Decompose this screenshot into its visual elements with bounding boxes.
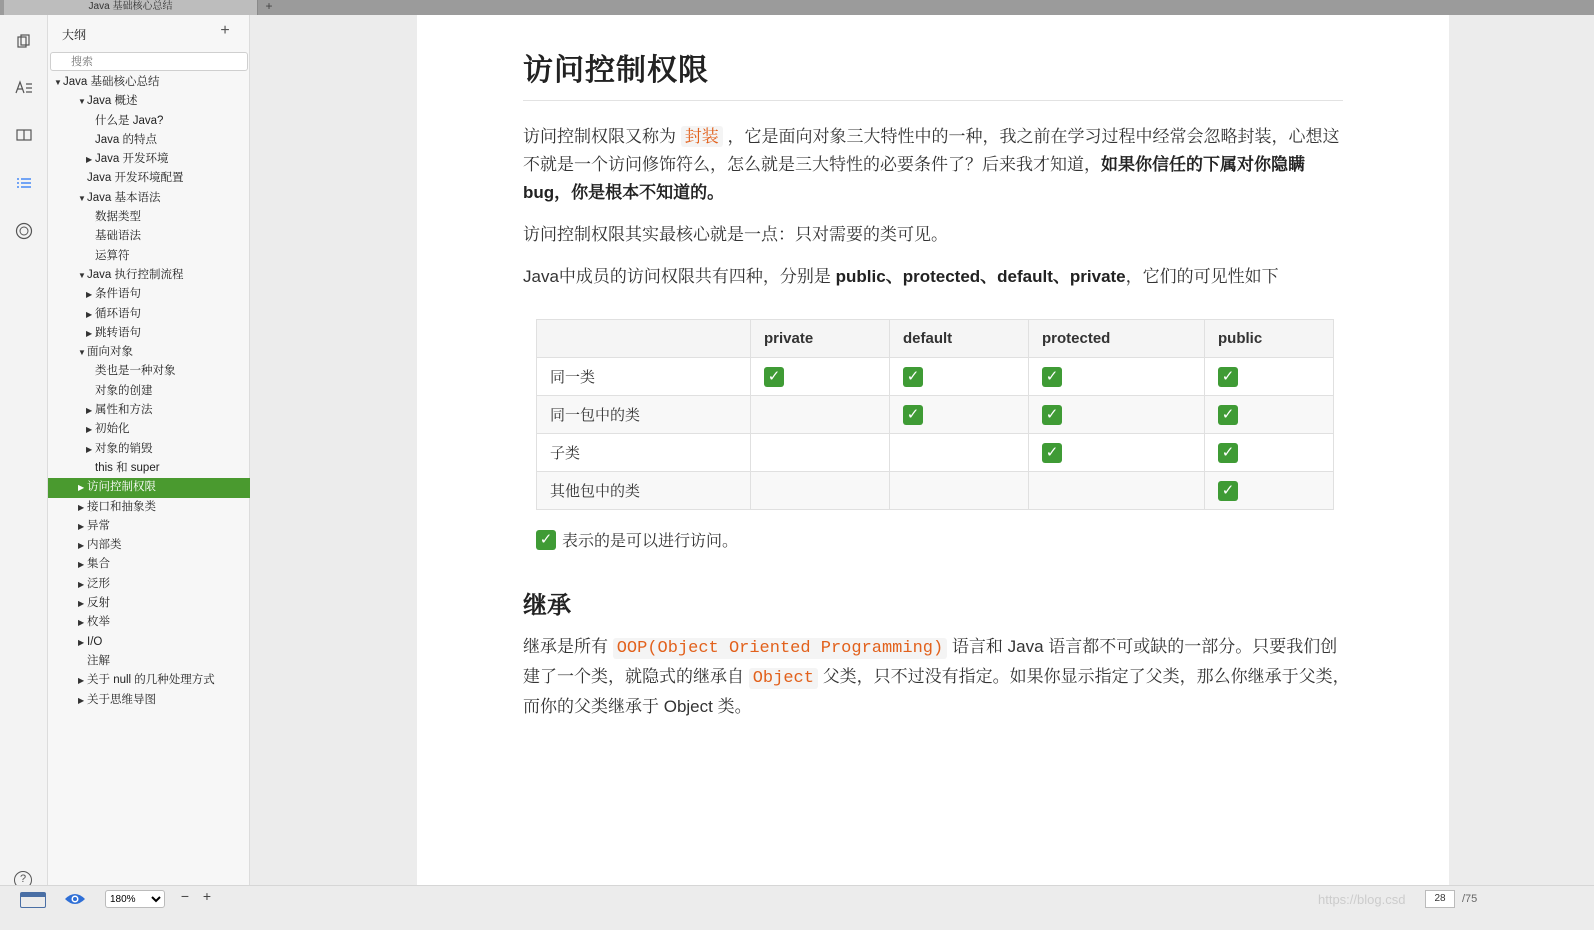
outline-item[interactable] bbox=[48, 691, 250, 710]
table-header-cell: protected bbox=[1029, 320, 1205, 358]
table-cell bbox=[1029, 472, 1205, 510]
files-icon[interactable] bbox=[12, 29, 36, 53]
outline-item[interactable] bbox=[48, 131, 250, 150]
outline-item[interactable] bbox=[48, 382, 250, 401]
outline-item-label: 枚举 bbox=[87, 616, 110, 629]
outline-item[interactable] bbox=[48, 285, 250, 304]
check-icon: ✓ bbox=[1042, 367, 1062, 387]
table-body bbox=[537, 358, 1334, 510]
check-icon: ✓ bbox=[1218, 405, 1238, 425]
collapse-arrow-icon[interactable]: ▶ bbox=[86, 444, 93, 454]
outline-header bbox=[48, 15, 249, 51]
outline-item[interactable] bbox=[48, 208, 250, 227]
outline-item-label: 属性和方法 bbox=[95, 404, 153, 417]
table-header-cell: private bbox=[751, 320, 890, 358]
expand-arrow-icon[interactable]: ▼ bbox=[78, 270, 86, 280]
outline-item-label: this 和 super bbox=[95, 461, 160, 474]
search-input[interactable] bbox=[50, 52, 248, 71]
code-object: Object bbox=[749, 668, 818, 689]
table-header-cell bbox=[537, 320, 751, 358]
outline-item[interactable] bbox=[48, 343, 250, 362]
table-cell bbox=[1205, 358, 1334, 396]
legend-text: 表示的是可以进行访问。 bbox=[562, 533, 739, 550]
collapse-arrow-icon[interactable]: ▶ bbox=[78, 599, 85, 609]
check-icon: ✓ bbox=[1218, 481, 1238, 501]
collapse-arrow-icon[interactable]: ▶ bbox=[86, 290, 93, 300]
page-number-input[interactable]: 28 bbox=[1425, 890, 1455, 908]
check-icon: ✓ bbox=[1042, 443, 1062, 463]
toggle-sidebar-icon[interactable] bbox=[20, 892, 46, 908]
code-oop: OOP(Object Oriented Programming) bbox=[613, 638, 947, 659]
table-cell bbox=[751, 472, 890, 510]
outline-item[interactable] bbox=[48, 324, 250, 343]
outline-item[interactable] bbox=[48, 73, 250, 92]
table-cell bbox=[1029, 434, 1205, 472]
outline-item[interactable] bbox=[48, 613, 250, 632]
outline-item-label: 循环语句 bbox=[95, 307, 141, 320]
outline-item[interactable] bbox=[48, 420, 250, 439]
check-icon: ✓ bbox=[1042, 405, 1062, 425]
outline-item[interactable] bbox=[48, 150, 250, 169]
zoom-in-button[interactable]: + bbox=[202, 888, 212, 904]
outline-item[interactable] bbox=[48, 362, 250, 381]
outline-item[interactable] bbox=[48, 440, 250, 459]
table-cell bbox=[890, 434, 1029, 472]
collapse-arrow-icon[interactable]: ▶ bbox=[78, 618, 85, 628]
table-cell bbox=[751, 358, 890, 396]
outline-item-label: 什么是 Java? bbox=[95, 114, 164, 127]
outline-item[interactable] bbox=[48, 498, 250, 517]
tab-bar bbox=[0, 0, 1594, 15]
outline-item-label: Java 概述 bbox=[87, 95, 138, 108]
outline-item[interactable] bbox=[48, 189, 250, 208]
table-row bbox=[537, 396, 1334, 434]
outline-item-label: 初始化 bbox=[95, 423, 130, 436]
outline-item-label: 异常 bbox=[87, 519, 110, 532]
outline-item-label: Java 开发环境配置 bbox=[87, 172, 184, 185]
outline-item[interactable] bbox=[48, 575, 250, 594]
outline-item-label: 反射 bbox=[87, 597, 110, 610]
outline-panel bbox=[48, 15, 250, 900]
inherit-text-c: 父类，只不过没有指定。如果你显示指定了父类，那么你继承于父类，而你的父类继承于 Object 类。 bbox=[523, 667, 1350, 716]
check-icon: ✓ bbox=[536, 530, 556, 550]
collapse-arrow-icon[interactable]: ▶ bbox=[78, 541, 85, 551]
outline-item-label: 跳转语句 bbox=[95, 326, 141, 339]
collapse-arrow-icon[interactable]: ▶ bbox=[78, 695, 85, 705]
intro-text-b: ，它是面向对象三大特性中的一种，我之前在学习过程中经常会忽略封装，心想这不就是一个访问修饰符么，怎么就是三大特性的必要条件了？后来我才知道， bbox=[523, 127, 1340, 174]
paragraph-intro bbox=[523, 123, 1353, 207]
collapse-arrow-icon[interactable]: ▶ bbox=[78, 637, 85, 647]
expand-arrow-icon[interactable]: ▼ bbox=[78, 193, 86, 203]
table-cell bbox=[1029, 358, 1205, 396]
status-bar bbox=[0, 885, 1594, 930]
outline-item-label: I/O bbox=[87, 635, 103, 648]
check-icon: ✓ bbox=[764, 367, 784, 387]
tab-document[interactable]: Java 基础核心总结 bbox=[4, 0, 258, 15]
outline-item[interactable] bbox=[48, 92, 250, 111]
outline-item-label: 注解 bbox=[87, 654, 110, 667]
collapse-arrow-icon[interactable]: ▶ bbox=[78, 483, 85, 493]
collapse-arrow-icon[interactable]: ▶ bbox=[78, 502, 85, 512]
paragraph-inheritance bbox=[523, 633, 1353, 721]
outline-item-label: 内部类 bbox=[87, 539, 122, 552]
check-icon: ✓ bbox=[1218, 443, 1238, 463]
outline-item[interactable] bbox=[48, 671, 250, 690]
outline-item-label: 运算符 bbox=[95, 249, 130, 262]
collapse-arrow-icon[interactable]: ▶ bbox=[86, 328, 93, 338]
document-page[interactable] bbox=[417, 15, 1449, 885]
table-legend bbox=[536, 528, 738, 551]
inherit-text-a: 继承是所有 bbox=[523, 637, 608, 656]
outline-item-label: Java 开发环境 bbox=[95, 153, 169, 166]
collapse-arrow-icon[interactable]: ▶ bbox=[78, 676, 85, 686]
outline-item[interactable] bbox=[48, 555, 250, 574]
zoom-select[interactable] bbox=[105, 890, 165, 908]
outline-item-label: Java 基础核心总结 bbox=[63, 76, 160, 88]
outline-item-label: 基础语法 bbox=[95, 230, 141, 243]
table-cell bbox=[890, 358, 1029, 396]
modifiers-bold: public、protected、default、private bbox=[835, 267, 1126, 286]
outline-item[interactable] bbox=[48, 247, 250, 266]
table-cell bbox=[1205, 434, 1334, 472]
watermark-text: https://blog.csd bbox=[1318, 892, 1406, 907]
table-row bbox=[537, 358, 1334, 396]
outline-title: 大纲 bbox=[62, 28, 87, 42]
collapse-arrow-icon[interactable]: ▶ bbox=[86, 406, 93, 416]
collapse-arrow-icon[interactable]: ▶ bbox=[78, 560, 85, 570]
outline-tree bbox=[48, 73, 250, 710]
access-table bbox=[536, 319, 1334, 510]
outline-item[interactable] bbox=[48, 478, 250, 497]
paragraph-core: 访问控制权限其实最核心就是一点：只对需要的类可见。 bbox=[523, 225, 948, 244]
title-divider bbox=[523, 100, 1343, 101]
outline-item-label: 数据类型 bbox=[95, 211, 141, 224]
expand-arrow-icon[interactable]: ▼ bbox=[78, 348, 86, 358]
table-cell bbox=[890, 472, 1029, 510]
outline-icon[interactable] bbox=[12, 171, 36, 195]
intro-bold: 如果你信任的下属对你隐瞒 bug，你是根本不知道的。 bbox=[523, 155, 1305, 202]
table-cell bbox=[1205, 396, 1334, 434]
new-tab-button[interactable]: + bbox=[265, 0, 273, 13]
collapse-arrow-icon[interactable]: ▶ bbox=[86, 309, 93, 319]
page-total: /75 bbox=[1462, 893, 1478, 905]
collapse-arrow-icon[interactable]: ▶ bbox=[86, 425, 93, 435]
outline-item[interactable] bbox=[48, 401, 250, 420]
outline-item[interactable] bbox=[48, 169, 250, 188]
outline-item-label: 对象的销毁 bbox=[95, 442, 153, 455]
outline-item[interactable] bbox=[48, 266, 250, 285]
table-row-label: 子类 bbox=[537, 434, 751, 472]
outline-item-label: 面向对象 bbox=[87, 346, 133, 359]
table-cell bbox=[890, 396, 1029, 434]
font-style-icon[interactable] bbox=[12, 75, 36, 99]
outline-item-label: Java 的特点 bbox=[95, 133, 157, 146]
table-cell bbox=[751, 396, 890, 434]
table-header-row bbox=[537, 320, 1334, 358]
ocr-icon[interactable] bbox=[12, 219, 36, 243]
table-row-label: 同一类 bbox=[537, 358, 751, 396]
outline-item-label: 关于思维导图 bbox=[87, 693, 156, 706]
outline-item-label: 类也是一种对象 bbox=[95, 365, 176, 378]
check-icon: ✓ bbox=[1218, 367, 1238, 387]
outline-item-label: 接口和抽象类 bbox=[87, 500, 156, 513]
outline-item[interactable] bbox=[48, 517, 250, 536]
page-title: 访问控制权限 bbox=[523, 54, 709, 87]
zoom-out-button[interactable]: − bbox=[180, 888, 190, 904]
outline-item[interactable] bbox=[48, 594, 250, 613]
highlight-encapsulation: 封装 bbox=[681, 126, 723, 147]
outline-item-label: 泛形 bbox=[87, 577, 110, 590]
collapse-arrow-icon[interactable]: ▶ bbox=[78, 521, 85, 531]
eye-icon[interactable] bbox=[64, 891, 86, 907]
outline-item-label: 对象的创建 bbox=[95, 384, 153, 397]
expand-arrow-icon[interactable]: ▼ bbox=[54, 78, 62, 87]
outline-item-label: Java 基本语法 bbox=[87, 191, 161, 204]
table-row-label: 其他包中的类 bbox=[537, 472, 751, 510]
help-icon[interactable]: ? bbox=[14, 871, 32, 889]
collapse-arrow-icon[interactable]: ▶ bbox=[86, 155, 93, 165]
table-row bbox=[537, 434, 1334, 472]
check-icon: ✓ bbox=[903, 367, 923, 387]
section-heading-inheritance: 继承 bbox=[523, 592, 571, 619]
table-cell bbox=[1205, 472, 1334, 510]
outline-item[interactable] bbox=[48, 536, 250, 555]
outline-item-label: 关于 null 的几种处理方式 bbox=[87, 674, 215, 687]
table-header-cell: default bbox=[890, 320, 1029, 358]
outline-item-label: 访问控制权限 bbox=[87, 481, 156, 494]
table-cell bbox=[751, 434, 890, 472]
table-row-label: 同一包中的类 bbox=[537, 396, 751, 434]
outline-item-label: Java 执行控制流程 bbox=[87, 268, 184, 281]
outline-item[interactable] bbox=[48, 652, 250, 671]
check-icon: ✓ bbox=[903, 405, 923, 425]
outline-item-label: 条件语句 bbox=[95, 288, 141, 301]
expand-arrow-icon[interactable]: ▼ bbox=[78, 97, 86, 107]
modifiers-text-a: Java中成员的访问权限共有四种，分别是 bbox=[523, 267, 831, 286]
intro-text-a: 访问控制权限又称为 bbox=[523, 127, 676, 146]
outline-item-label: 集合 bbox=[87, 558, 110, 571]
outline-item[interactable] bbox=[48, 459, 250, 478]
table-cell bbox=[1029, 396, 1205, 434]
table-header-cell: public bbox=[1205, 320, 1334, 358]
inherit-text-b: 语言和 Java 语言都不可或缺的一部分。只要我们创建了一个类，就隐式的继承自 bbox=[523, 637, 1338, 686]
modifiers-text-b: ，它们的可见性如下 bbox=[1125, 267, 1279, 286]
outline-item[interactable] bbox=[48, 112, 250, 131]
outline-item[interactable] bbox=[48, 305, 250, 324]
collapse-arrow-icon[interactable]: ▶ bbox=[78, 579, 85, 589]
outline-item[interactable] bbox=[48, 633, 250, 652]
outline-add-button[interactable]: + bbox=[220, 22, 230, 39]
sidebar-rail bbox=[0, 15, 48, 900]
book-icon[interactable] bbox=[12, 123, 36, 147]
table-row bbox=[537, 472, 1334, 510]
paragraph-modifiers bbox=[523, 263, 1353, 291]
outline-item[interactable] bbox=[48, 227, 250, 246]
